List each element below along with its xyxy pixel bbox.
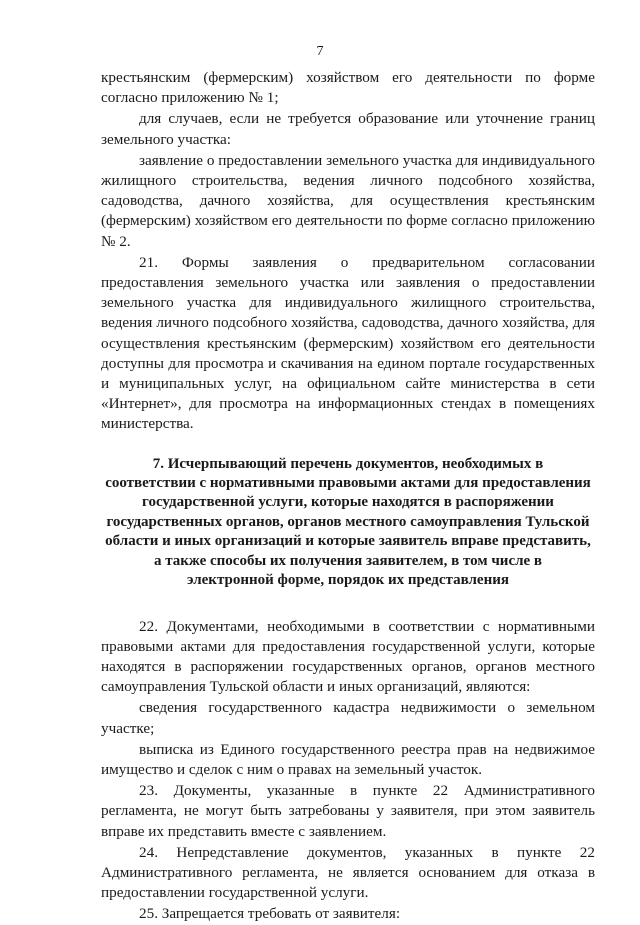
heading-line: государственных органов, органов местного самоуправления Тульской <box>106 513 590 530</box>
paragraph-24: 24. Непредставление документов, указанных в пункте 22 Административного регламента, не является основанием для отказа в предоставлении государственной услуги. <box>101 843 595 902</box>
paragraph-25: 25. Запрещается требовать от заявителя: <box>139 905 401 923</box>
paragraph-continuation: крестьянским (фермерским) хозяйством его деятельности по форме согласно приложению № 1; <box>101 69 595 107</box>
heading-line: области и иных организаций и которые заявитель вправе представить, <box>105 533 591 550</box>
heading-line: 7. Исчерпывающий перечень документов, необходимых в <box>152 455 544 472</box>
paragraph-21: 21. Формы заявления о предварительном согласовании предоставления земельного участка или заявления о предоставлении земельного участка для индивидуального жилищного строительства, ведения личного подсобного хозяйства, садоводства, дачного хозяйства, для осуществления крестьянским (фермерским) хозяйством его деятельности доступны для просмотра и скачивания на едином портале государственных и муниципальных услуг, на официальном сайте министерства в сети «Интернет», для просмотра на информационных стендах в помещениях министерства. <box>101 253 595 433</box>
page-number: 7 <box>316 44 324 59</box>
paragraph-registry-extract: выписка из Единого государственного реестра прав на недвижимое имущество и сделок с ним о правах на земельный участок. <box>101 740 595 778</box>
heading-line: государственной услуги, которые находятся в распоряжении <box>142 494 554 511</box>
heading-line: электронной форме, порядок их представления <box>187 572 509 589</box>
paragraph-cadastre-info: сведения государственного кадастра недвижимости о земельном участке; <box>101 699 595 737</box>
paragraph-23: 23. Документы, указанные в пункте 22 Административного регламента, не могут быть затребованы у заявителя, при этом заявитель вправе их представить вместе с заявлением. <box>101 782 595 840</box>
paragraph-boundaries-case: для случаев, если не требуется образование или уточнение границ земельного участка: <box>101 110 595 148</box>
paragraph-application-form-2: заявление о предоставлении земельного участка для индивидуального жилищного строительства, ведения личного подсобного хозяйства, садоводства, дачного хозяйства, для осуществления крестьянским (фермерским) хозяйством его деятельности по форме согласно приложению № 2. <box>101 151 595 250</box>
section-heading-7 <box>101 455 595 591</box>
paragraph-22: 22. Документами, необходимыми в соответствии с нормативными правовыми актами для предоставления государственной услуги, которые находятся в распоряжении государственных органов, органов местного самоуправления Тульской области и иных организаций, являются: <box>101 617 595 696</box>
heading-line: а также способы их получения заявителем, в том числе в <box>153 552 543 569</box>
heading-line: соответствии с нормативными правовыми актами для предоставления <box>105 475 591 492</box>
page-body <box>101 68 595 925</box>
